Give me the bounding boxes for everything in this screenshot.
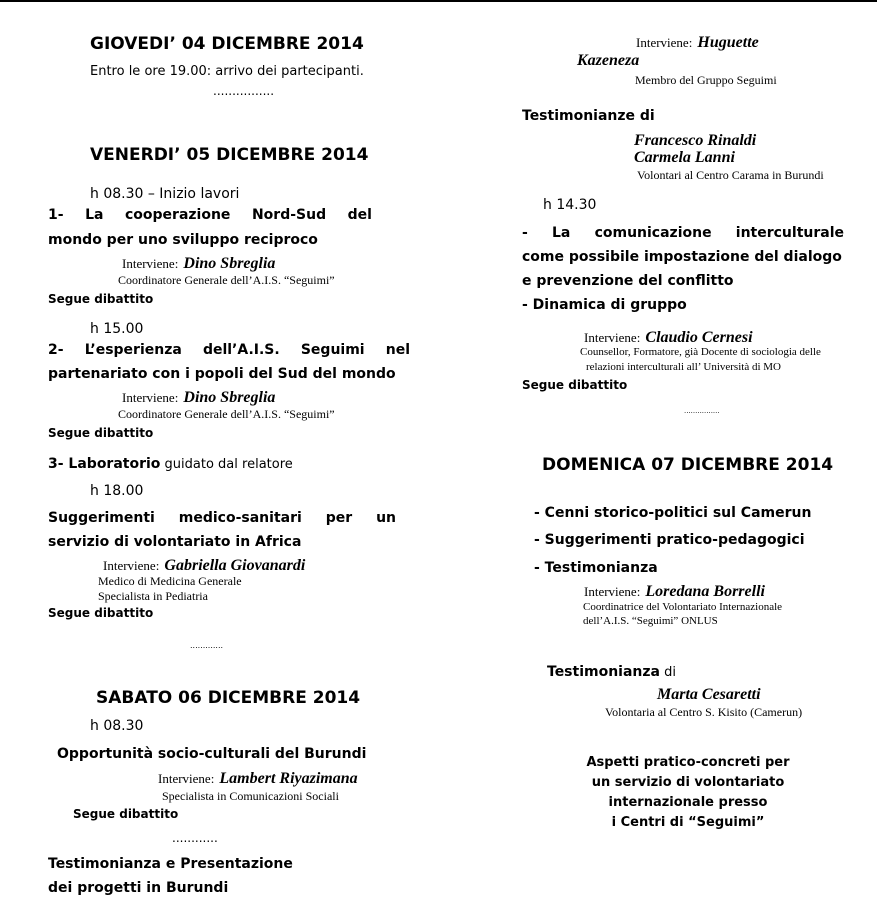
day2-session3 (48, 453, 293, 472)
speaker-label: Interviene: (584, 330, 641, 345)
word: un (376, 510, 396, 526)
day3-session3-role1: Counsellor, Formatore, già Docente di sociologia delle (580, 346, 821, 358)
day2-session4-line1 (48, 510, 396, 526)
day2-session1-debate: Segue dibattito (48, 292, 154, 306)
day2-session2-debate: Segue dibattito (48, 426, 154, 440)
day3-testimonies-title: Testimonianze di (522, 108, 655, 124)
session-note: guidato dal relatore (160, 457, 293, 472)
word: 1- (48, 207, 64, 223)
word: 2- (48, 342, 64, 358)
day3-session3-debate: Segue dibattito (522, 378, 628, 392)
speaker-name: Dino Sbreglia (183, 389, 276, 406)
speaker-name: Lambert Riyazimana (219, 770, 358, 787)
day3-title: SABATO 06 DICEMBRE 2014 (96, 688, 361, 708)
speaker-name-first: Huguette (697, 34, 759, 51)
word: interculturale (735, 225, 844, 241)
speaker-label: Interviene: (636, 35, 693, 50)
closing-line: Aspetti pratico-concreti per (586, 755, 790, 770)
closing-note (548, 753, 828, 833)
day2-session1-role: Coordinatore Generale dell’A.I.S. “Seguimi” (118, 273, 335, 287)
day3-session1-speaker (158, 768, 358, 788)
word: del (347, 207, 372, 223)
speaker-name: Dino Sbreglia (183, 255, 276, 272)
word: Seguimi (300, 342, 365, 358)
day3-session1-debate: Segue dibattito (73, 807, 179, 821)
day2-session1-speaker (122, 253, 275, 273)
day2-time-1: h 08.30 – Inizio lavori (90, 186, 240, 202)
day4-testimony-name: Marta Cesaretti (657, 686, 761, 703)
word: comunicazione (594, 225, 712, 241)
word: L’esperienza (84, 342, 182, 358)
session-title: 3- Laboratorio (48, 456, 161, 472)
day4-testimony-heading (547, 661, 676, 680)
speaker-name: Gabriella Giovanardi (164, 557, 306, 574)
day2-session1-line1 (48, 207, 372, 223)
day3-session2-role: Membro del Gruppo Seguimi (635, 73, 777, 87)
day2-session2-speaker (122, 387, 275, 407)
top-rule (0, 0, 877, 2)
day1-dots: ................ (213, 84, 275, 98)
closing-line: internazionale presso (608, 795, 768, 810)
day3-session2-speaker (636, 32, 759, 52)
day2-session4-speaker (103, 555, 305, 575)
day2-session2-line1 (48, 342, 410, 358)
day3-session2-line2: dei progetti in Burundi (48, 880, 229, 896)
day2-session4-debate: Segue dibattito (48, 606, 154, 620)
day4-title: DOMENICA 07 DICEMBRE 2014 (542, 455, 834, 475)
day3-session1-title: Opportunità socio-culturali del Burundi (57, 746, 367, 762)
day2-session4-role2: Specialista in Pediatria (98, 589, 208, 603)
day2-time-2: h 15.00 (90, 321, 144, 337)
speaker-label: Interviene: (122, 390, 179, 405)
word: cooperazione (125, 207, 231, 223)
day1-title: GIOVEDI’ 04 DICEMBRE 2014 (90, 34, 364, 54)
day2-session2-role: Coordinatore Generale dell’A.I.S. “Seguimi” (118, 407, 335, 421)
word: per (325, 510, 353, 526)
word: nel (385, 342, 410, 358)
day1-arrival: Entro le ore 19.00: arrivo dei partecipanti. (90, 64, 364, 79)
day3-dots: ............ (172, 831, 218, 845)
day3-separator: ................ (684, 407, 720, 415)
day4-speaker (584, 581, 765, 601)
speaker-label: Interviene: (584, 584, 641, 599)
word: Nord-Sud (251, 207, 327, 223)
testimony-label: Testimonianza (547, 664, 660, 680)
day4-speaker-role2: dell’A.I.S. “Seguimi” ONLUS (583, 615, 718, 627)
day3-session3-line3: e prevenzione del conflitto (522, 273, 734, 289)
word: - (522, 225, 528, 241)
day2-time-3: h 18.00 (90, 483, 144, 499)
word: La (552, 225, 571, 241)
day3-time-1: h 08.30 (90, 718, 144, 734)
testimony-of: di (660, 665, 676, 680)
day3-session3-role2: relazioni interculturali all’ Università di MO (586, 361, 781, 373)
day2-session4-line2: servizio di volontariato in Africa (48, 534, 302, 550)
day4-testimony-role: Volontaria al Centro S. Kisito (Camerun) (605, 705, 803, 719)
day4-item-1: - Cenni storico-politici sul Camerun (534, 505, 812, 521)
day3-session2-speaker-surname: Kazeneza (577, 52, 640, 69)
word: Suggerimenti (48, 510, 155, 526)
speaker-label: Interviene: (158, 771, 215, 786)
day3-testimony-name-2: Carmela Lanni (634, 149, 735, 166)
day2-title: VENERDI’ 05 DICEMBRE 2014 (90, 145, 369, 165)
word: dell’A.I.S. (202, 342, 280, 358)
closing-line: i Centri di “Seguimi” (611, 815, 765, 830)
day3-session1-role: Specialista in Comunicazioni Sociali (162, 789, 339, 803)
word: La (85, 207, 104, 223)
speaker-name: Claudio Cernesi (645, 329, 753, 346)
speaker-label: Interviene: (122, 256, 179, 271)
day4-speaker-role1: Coordinatrice del Volontariato Internazionale (583, 601, 783, 613)
day4-item-2: - Suggerimenti pratico-pedagogici (534, 532, 805, 548)
day2-session1-line2: mondo per uno sviluppo reciproco (48, 232, 318, 248)
day3-session2-line1: Testimonianza e Presentazione (48, 856, 293, 872)
day4-item-3: - Testimonianza (534, 560, 658, 576)
word: medico-sanitari (178, 510, 302, 526)
day2-separator: ............. (190, 641, 224, 650)
speaker-name: Loredana Borrelli (645, 583, 765, 600)
day3-session3-line4: - Dinamica di gruppo (522, 297, 687, 313)
day3-testimony-name-1: Francesco Rinaldi (634, 132, 757, 149)
closing-line: un servizio di volontariato (591, 775, 785, 790)
day2-session2-line2: partenariato con i popoli del Sud del mondo (48, 366, 396, 382)
speaker-label: Interviene: (103, 558, 160, 573)
day3-time-2: h 14.30 (543, 197, 597, 213)
day3-session3-speaker (584, 327, 753, 347)
day3-session3-line2: come possibile impostazione del dialogo (522, 249, 842, 265)
day2-session4-role1: Medico di Medicina Generale (98, 574, 242, 588)
day3-testimony-role: Volontari al Centro Carama in Burundi (637, 168, 824, 182)
day3-session3-line1 (522, 225, 844, 241)
